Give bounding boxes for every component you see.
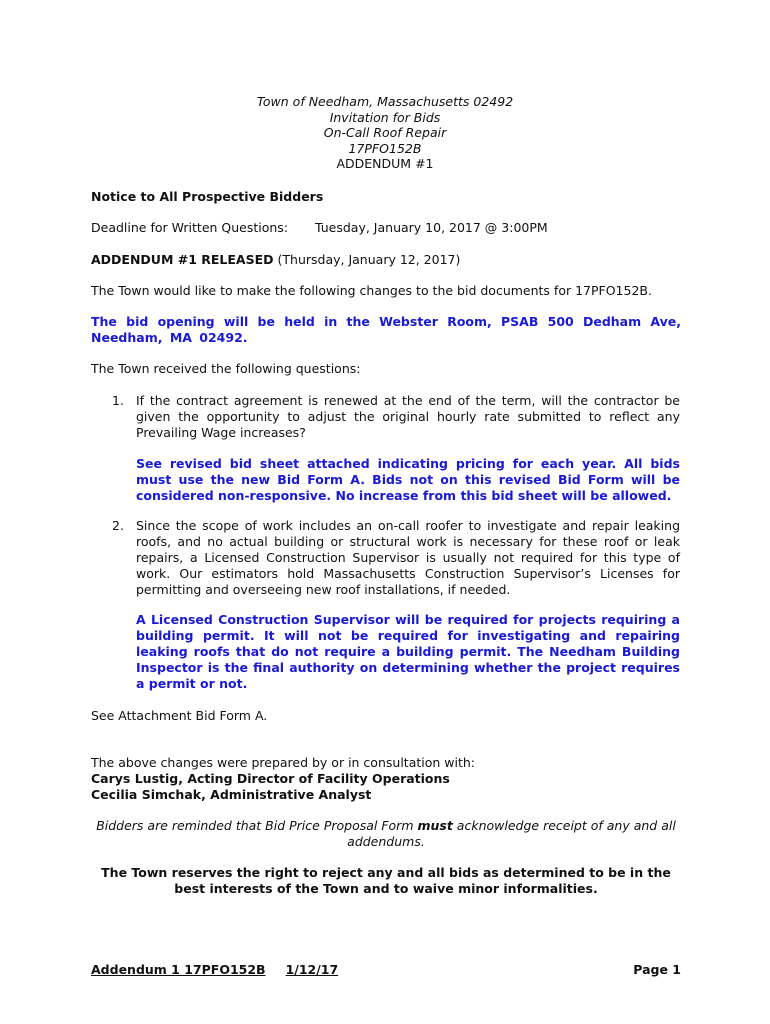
header-town: Town of Needham, Massachusetts 02492 bbox=[256, 94, 514, 109]
release-date: (Thursday, January 12, 2017) bbox=[277, 252, 461, 267]
reminder-emphasis: must bbox=[417, 818, 453, 833]
prepared-by bbox=[91, 755, 681, 803]
question-1 bbox=[112, 393, 680, 441]
notice-heading: Notice to All Prospective Bidders bbox=[91, 189, 324, 204]
footer-date: 1/12/17 bbox=[285, 962, 339, 977]
reminder-note bbox=[91, 818, 681, 850]
prepared-by-person-2: Cecilia Simchak, Administrative Analyst bbox=[91, 787, 372, 802]
question-2 bbox=[112, 518, 680, 598]
answer-2: A Licensed Construction Supervisor will be required for projects requiring a building permit. It will not be required for investigating and repairing leaking roofs that do not require a building permit. The Needham Building Inspector is the final authority on determining whether the project requires a permit or not. bbox=[136, 612, 680, 691]
release-line bbox=[91, 252, 681, 268]
prepared-by-intro: The above changes were prepared by or in consultation with: bbox=[91, 755, 475, 770]
header-project: On-Call Roof Repair bbox=[323, 125, 447, 140]
changes-intro: The Town would like to make the following changes to the bid documents for 17PFO152B. bbox=[91, 283, 652, 298]
footer-doc-ref: Addendum 1 17PFO152B bbox=[91, 962, 266, 977]
attachment-note: See Attachment Bid Form A. bbox=[91, 708, 268, 723]
footer-page-number: Page 1 bbox=[633, 962, 681, 977]
page-footer bbox=[91, 962, 681, 978]
reminder-after: acknowledge receipt of any and all addendums. bbox=[347, 818, 676, 849]
question-1-number: 1. bbox=[112, 393, 124, 408]
header-invitation: Invitation for Bids bbox=[329, 109, 441, 125]
question-1-text: If the contract agreement is renewed at the end of the term, will the contractor be given the opportunity to adjust the original hourly rate submitted to reflect any Prevailing Wage increases? bbox=[136, 393, 680, 440]
release-label: ADDENDUM #1 RELEASED bbox=[91, 252, 274, 267]
bid-opening-notice: The bid opening will be held in the Webster Room, PSAB 500 Dedham Ave, Needham, MA 02492. bbox=[91, 314, 681, 345]
reminder-before: Bidders are reminded that Bid Price Proposal Form bbox=[96, 818, 418, 833]
question-2-number: 2. bbox=[112, 518, 124, 533]
deadline-line bbox=[91, 220, 681, 236]
header-bid-number: 17PFO152B bbox=[348, 140, 422, 156]
question-2-text: Since the scope of work includes an on-call roofer to investigate and repair leaking roofs, and no actual building or structural work is necessary for these roof or leak repairs, a Licensed Construction Supervisor is usually not required for this type of work. Our estimators hold Massachusetts Construction Supervisor’s Licenses for permitting and overseeing new roof installations, if needed. bbox=[136, 518, 680, 597]
questions-intro: The Town received the following questions: bbox=[91, 361, 361, 376]
document-header bbox=[0, 94, 770, 172]
reservation-statement: The Town reserves the right to reject any and all bids as determined to be in the best interests of the Town and to waive minor informalities. bbox=[101, 865, 671, 896]
prepared-by-person-1: Carys Lustig, Acting Director of Facility Operations bbox=[91, 771, 450, 786]
footer-reference bbox=[91, 962, 681, 978]
deadline-label: Deadline for Written Questions: bbox=[91, 220, 289, 235]
header-addendum: ADDENDUM #1 bbox=[336, 156, 434, 171]
answer-1: See revised bid sheet attached indicating pricing for each year. All bids must use the new Bid Form A. Bids not on this revised Bid Form will be considered non-responsive. No increase from this bid sheet will be allowed. bbox=[136, 456, 680, 503]
deadline-value: Tuesday, January 10, 2017 @ 3:00PM bbox=[315, 220, 548, 235]
